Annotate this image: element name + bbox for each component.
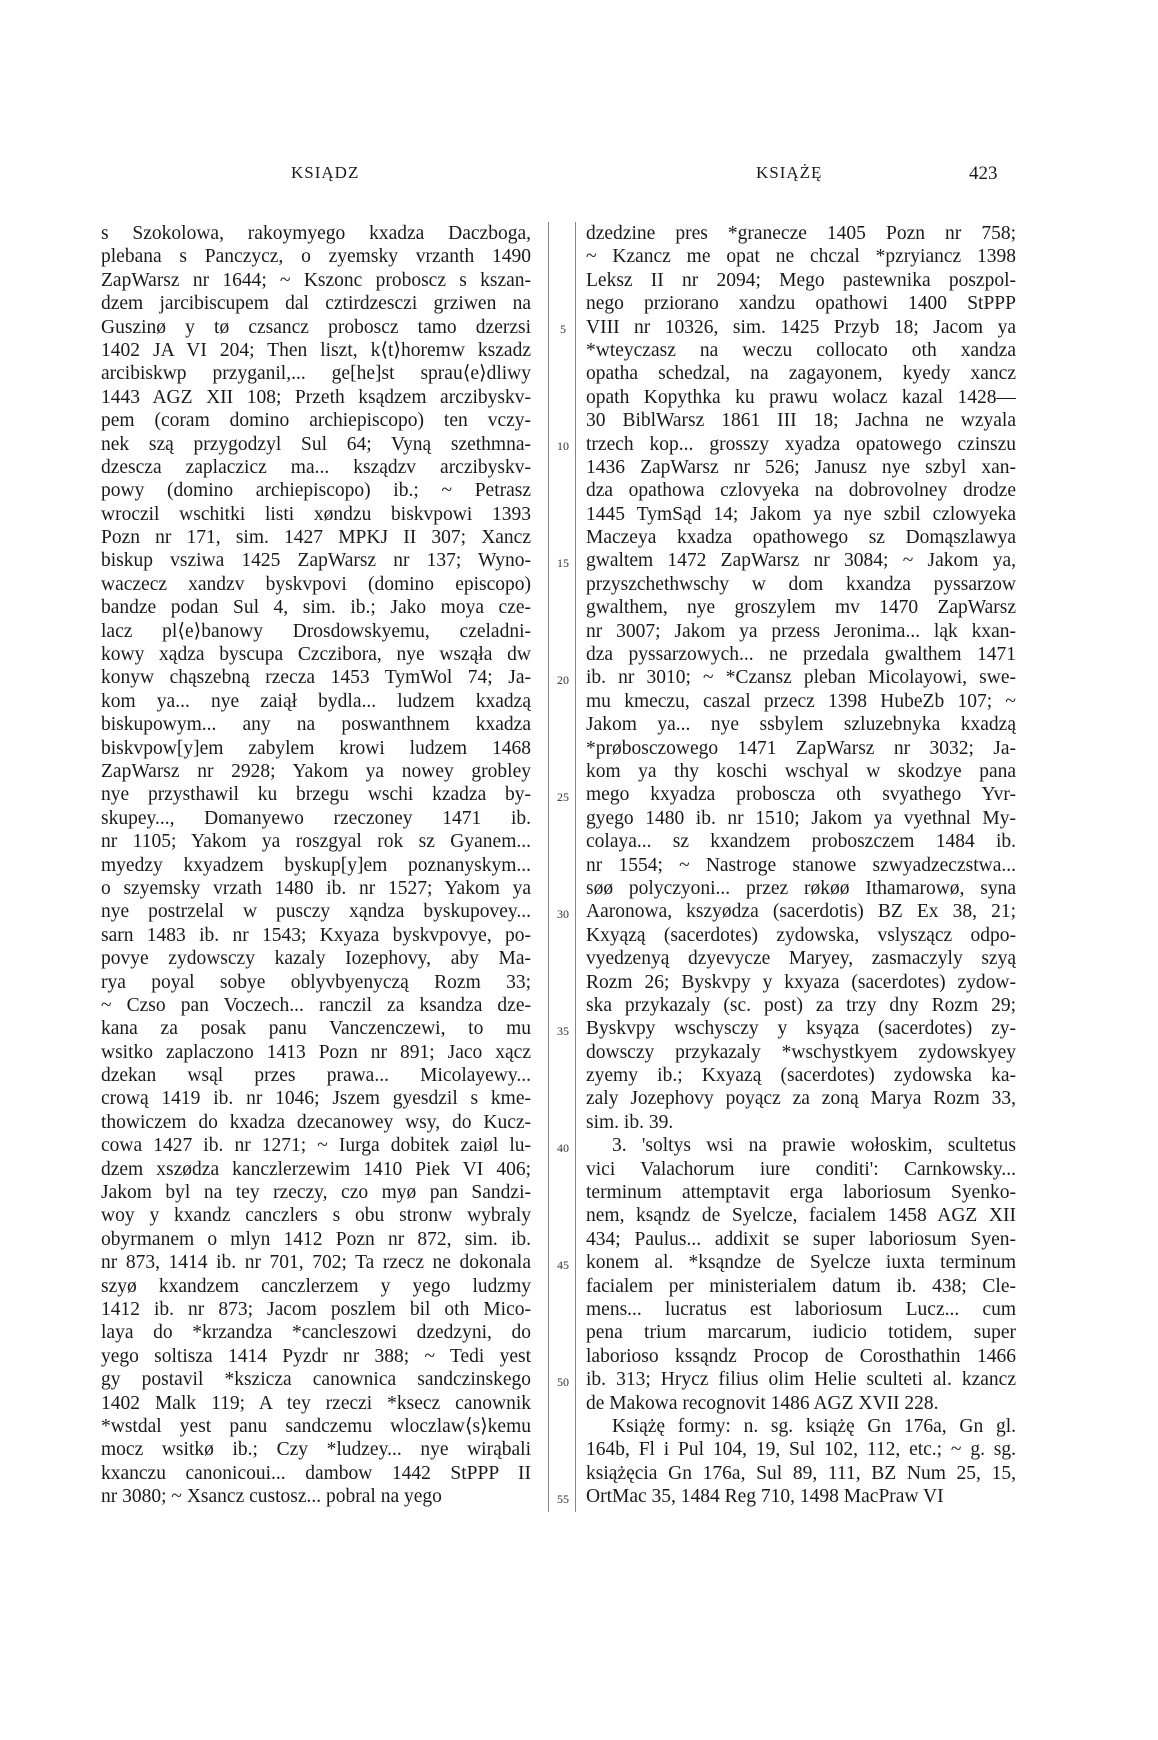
text-line: mocz wsitkø ib.; Czy *ludzey... nye wirąbali [101,1439,531,1461]
text-line: biskupowym... any na poswanthnem kxadza [101,714,531,736]
text-line: plebana s Panczycz, o zyemsky vrzanth 1490 [101,246,531,268]
text-line: crową 1419 ib. nr 1046; Jszem gyesdzil s kme- [101,1088,531,1110]
text-line: lacz pl⟨e⟩banowy Drosdowskyemu, czeladni- [101,620,531,642]
text-line: myedzy kxyadzem byskup[y]em poznanyskym... [101,854,531,876]
text-line: 1443 AGZ XII 108; Przeth ksądzem arczibyskv- [101,386,531,408]
text-line: s Szokolowa, rakoymyego kxadza Daczboga, [101,223,531,244]
text-line: laya do *krzandza *cancleszowi dzedzyni, do [101,1322,531,1344]
text-line: laborioso kssąndz Procop de Corosthathin 1466 [586,1345,1016,1367]
text-line: nye postrzelal w pusczy xąndza byskupovey... [101,901,531,923]
text-line: nek szą przygodzyl Sul 64; Vyną szethmna- [101,433,531,455]
text-line: 1436 ZapWarsz nr 526; Janusz nye szbyl xan- [586,456,1016,478]
text-line: dza opathowa czlovyeka na dobrovolney drodze [586,480,1016,502]
text-line: kom ya thy koschi wschyal w skodzye pana [586,760,1016,782]
text-line: dzekan wsąl przes prawa... Micolayewy... [101,1065,531,1087]
text-line: Guszinø y tø czsancz proboscz tamo dzerzsi [101,316,531,338]
text-line: Jakom ya... nye ssbylem szluzebnyka kxadzą [586,714,1016,736]
text-line: nr 873, 1414 ib. nr 701, 702; Ta rzecz ne dokonala [101,1252,531,1274]
text-line: yego soltisza 1414 Pyzdr nr 388; ~ Tedi yest [101,1345,531,1367]
text-line: ZapWarsz nr 1644; ~ Kszonc proboscz s kszan- [101,269,531,291]
line-number: 50 [557,1374,569,1389]
text-line: biskvpow[y]em zabylem krowi ludzem 1468 [101,737,531,759]
text-line: zyemy ib.; Kxyazą (sacerdotes) zydowska ka- [586,1065,1016,1087]
line-number: 40 [557,1140,569,1155]
text-line: Maczeya kxadza opathowego sz Domąszlawya [586,527,1016,549]
text-line: ~ Czso pan Voczech... ranczil za ksandza dze- [101,994,531,1016]
text-line: dowsczy przykazaly *wschystkyem zydowskyey [586,1041,1016,1063]
text-line: Książę formy: n. sg. książę Gn 176a, Gn gl. [612,1415,1016,1437]
text-line: nye przysthawil ku brzegu wschi kzadza by- [101,784,531,806]
text-line: dzem xszødza kanczlerzewim 1410 Piek VI 406; [101,1158,531,1180]
text-line: gy postavil *kszicza canownica sandczinskego [101,1369,531,1391]
text-line: ib. nr 3010; ~ *Czansz pleban Micolayowi, swe- [586,667,1016,689]
line-number: 10 [557,438,569,453]
text-line: 1445 TymSąd 14; Jakom ya nye szbil czlowyeka [586,503,1016,525]
text-line: dza pyssarzowych... ne przedala gwalthem 1471 [586,644,1016,666]
text-line: sim. ib. 39. [586,1111,674,1133]
text-line: woy y kxandz canczlers s obu stronw wybraly [101,1205,531,1227]
text-line: pena trium marcarum, iudicio totidem, super [586,1322,1016,1344]
text-line: pem (coram domino archiepiscopo) ten vczy- [101,410,531,432]
text-line: skupey..., Domanyewo rzeczoney 1471 ib. [101,807,531,829]
text-line: facialem per ministerialem datum ib. 438; Cle- [586,1275,1016,1297]
text-line: 1402 JA VI 204; Then liszt, k⟨t⟩horemw kszadz [101,339,531,361]
text-line: Pozn nr 171, sim. 1427 MPKJ II 307; Xancz [101,527,531,549]
text-line: konyw chąszebną rzecza 1453 TymWol 74; Ja- [101,667,531,689]
page-number: 423 [969,163,998,184]
text-line: dzem jarcibiscupem dal cztirdzesczi grziwen na [101,293,531,315]
text-line: VIII nr 10326, sim. 1425 Przyb 18; Jacom ya [586,316,1016,338]
text-line: ib. 313; Hrycz filius olim Helie sculteti al. kzancz [586,1369,1016,1391]
text-line: sarn 1483 ib. nr 1543; Kxyaza byskvpovye, po- [101,924,531,946]
text-line: szyø kxandzem canczlerzem y yego ludzmy [101,1275,531,1297]
text-line: powy (domino archiepiscopo) ib.; ~ Petrasz [101,480,531,502]
text-line: waczecz xandzv byskvpovi (domino episcopo) [101,573,531,595]
text-line: de Makowa recognovit 1486 AGZ XVII 228. [586,1392,939,1414]
text-line: Jakom byl na tey rzeczy, czo myø pan Sandzi- [101,1182,531,1204]
text-line: konem al. *ksąndze de Syelcze iuxta terminum [586,1252,1016,1274]
text-line: trzech kop... grosszy xyadza opatowego czinszu [586,433,1016,455]
text-line: nr 1554; ~ Nastroge stanowe szwyadzeczstwa... [586,854,1016,876]
running-head-left: KSIĄDZ [291,163,360,182]
text-line: 1402 Malk 119; A tey rzeczi *ksecz canownik [101,1392,531,1414]
text-line: OrtMac 35, 1484 Reg 710, 1498 MacPraw VI [586,1486,944,1508]
text-line: 164b, Fl i Pul 104, 19, Sul 102, 112, etc.; ~ g. sg. [586,1439,1016,1461]
text-line: ZapWarsz nr 2928; Yakom ya nowey grobley [101,760,531,782]
running-head-center: KSIĄŻĘ [756,163,823,182]
text-line: 1412 ib. nr 873; Jacom poszlem bil oth Mico- [101,1298,531,1320]
text-line: nr 3080; ~ Xsancz custosz... pobral na yego [101,1486,442,1508]
right-column [586,222,1016,1508]
text-line: dzedzine pres *granecze 1405 Pozn nr 758; [586,223,1016,244]
text-line: nego przioranо xandzu opathowi 1400 StPPP [586,293,1016,315]
line-number: 25 [557,789,569,804]
text-line: vyedzenyą dzyevycze Maryey, zasmaczyly szyą [586,948,1016,970]
line-number: 5 [560,321,566,336]
text-line: ~ Kzancz me opat ne chczal *pzryiancz 1398 [586,246,1016,268]
text-line: nem, ksąndz de Syelcze, facialem 1458 AGZ XII [586,1205,1016,1227]
text-line: wsitko zaplaczono 1413 Pozn nr 891; Jaco xącz [101,1041,531,1063]
line-number: 20 [557,672,569,687]
text-line: *prøbosczowego 1471 ZapWarsz nr 3032; Ja- [586,737,1016,759]
text-line: opatha schedzal, na zagayonem, kyedy xancz [586,363,1016,385]
text-line: nr 3007; Jakom ya przess Jeronima... ląk kxan- [586,620,1016,642]
text-line: nr 1105; Yakom ya roszgyal rok sz Gyanem... [101,831,531,853]
text-line: gwaltem 1472 ZapWarsz nr 3084; ~ Jakom ya, [586,550,1016,572]
line-number: 35 [557,1023,569,1038]
text-line: dzescza zaplaczicz ma... ksządzv arczibyskv- [101,456,531,478]
text-line: zaly Jozephovy poyącz za zoną Marya Rozm 33, [586,1088,1016,1110]
text-line: Leksz II nr 2094; Mego pastewnika poszpol- [586,269,1016,291]
text-line: thowiczem do kxadza dzecanowey wsy, do Kucz- [101,1111,531,1133]
line-number: 55 [557,1491,569,1506]
text-line: wroczil wschitki listi xøndzu biskvpowi 1393 [101,503,531,525]
text-line: 3. 'soltys wsi na prawie wołoskim, scultetus [612,1135,1016,1157]
text-line: mens... lucratus est laboriosum Lucz... cum [586,1298,1016,1320]
text-line: gwalthem, nye groszylem mv 1470 ZapWarsz [586,597,1016,619]
text-line: kana za posak panu Vanczenczewi, to mu [101,1018,531,1040]
text-line: przyszchethwschy w dom kxandza pyssarzow [586,573,1016,595]
text-line: Aaronowa, kszyødza (sacerdotis) BZ Ex 38, 21; [586,901,1016,923]
text-line: cowa 1427 ib. nr 1271; ~ Iurga dobitek zaiøl lu- [101,1135,531,1157]
text-line: gyego 1480 ib. nr 1510; Jakom ya vyethnal My- [586,807,1016,829]
text-line: søø polyczyoni... przez røkøø Ithamarowø, syna [586,877,1016,899]
text-line: rya poyal sobye oblyvbyenyczą Rozm 33; [101,971,531,993]
text-line: terminum attemptavit erga laboriosum Syenko- [586,1182,1016,1204]
text-line: opath Kopythka ku prawu wolacz kazal 1428— [586,386,1016,408]
text-line: kxanczu canonicoui... dambow 1442 StPPP II [101,1462,531,1484]
text-line: Byskvpy wschysczy y ksyąza (sacerdotes) zy- [586,1018,1016,1040]
text-line: arcibiskwp przyganil,... ge[he]st sprau⟨e⟩dliwy [101,363,531,385]
text-line: książęcia Gn 176a, Sul 89, 111, BZ Num 25, 15, [586,1462,1016,1484]
text-line: mu kmeczu, caszal przecz 1398 HubeZb 107; ~ [586,690,1016,712]
text-line: vici Valachorum iure conditi': Carnkowsky... [586,1158,1016,1180]
text-line: Rozm 26; Byskvpy y kxyaza (sacerdotes) zydow- [586,971,1016,993]
line-number: 30 [557,906,569,921]
text-line: 30 BiblWarsz 1861 III 18; Jachna ne wzyala [586,410,1016,432]
text-line: obyrmanem o mlyn 1412 Pozn nr 872, sim. ib. [101,1228,531,1250]
text-line: kowy xądza byscupa Czczibora, nye wsząła dw [101,644,531,666]
text-line: *wstdal yest panu sandczemu wloczlaw⟨s⟩kemu [101,1415,531,1437]
text-line: povye zydowsczy kazaly Iozephovy, aby Ma- [101,948,531,970]
text-line: mego kxyadza proboscza oth svyathego Yvr- [586,784,1016,806]
column-rule [548,222,549,1512]
line-number: 15 [557,555,569,570]
text-line: Kxyązą (sacerdotes) zydowska, vslysząсz odpo- [586,924,1016,946]
text-line: colaya... sz kxandzem proboszczem 1484 ib. [586,831,1016,853]
text-line: bandze podan Sul 4, sim. ib.; Jako moya cze- [101,597,531,619]
column-rule [575,222,576,1512]
text-line: o szyemsky vrzath 1480 ib. nr 1527; Yakom ya [101,877,531,899]
text-line: biskup vsziwa 1425 ZapWarsz nr 137; Wyno- [101,550,531,572]
line-number: 45 [557,1257,569,1272]
text-line: *wteyczasz na weczu collocato oth xandza [586,339,1016,361]
text-line: kom ya... nye zaiął bydla... ludzem kxadzą [101,690,531,712]
left-column [101,222,531,1508]
text-line: ska przykazaly (sc. post) za trzy dny Rozm 29; [586,994,1016,1016]
text-line: 434; Paulus... addixit se super laboriosum Syen- [586,1228,1016,1250]
